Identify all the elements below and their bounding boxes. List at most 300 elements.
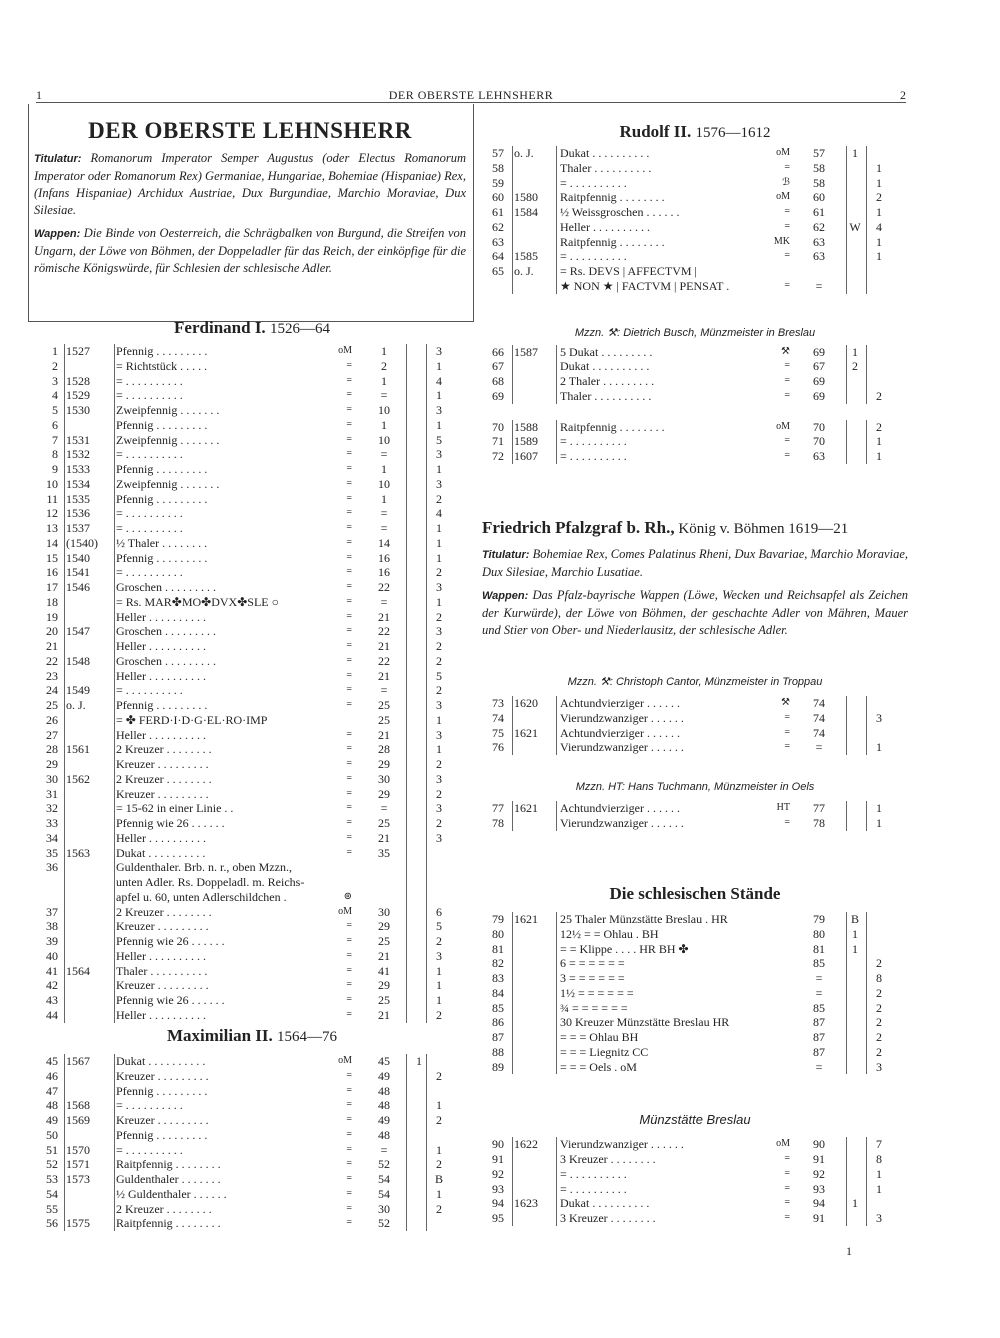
cell-catalog: 90 [813,1137,825,1152]
cell-denomination: ★ NON ★ | FACTVM | PENSAT . [560,278,730,293]
cell-catalog: = [815,278,823,293]
cell-denomination: = . . . . . . . . . . [560,1181,627,1196]
cell-col-b: 1 [436,1098,442,1113]
cell-year: o. J. [514,146,534,160]
cell-mark: = [784,816,790,828]
cell-year: 1533 [66,462,90,476]
cell-number: 94 [492,1196,504,1211]
cell-col-b: 3 [436,948,442,963]
cell-catalog: 57 [813,146,825,160]
cell-col-b: 2 [436,491,442,506]
cell-col-b: 2 [876,1044,882,1059]
cell-mark: = [346,1187,352,1199]
table-row [482,345,908,360]
cell-number: 27 [46,727,58,742]
cell-mark: = [346,684,352,696]
cell-number: 69 [492,388,504,403]
cell-denomination: 3 Kreuzer . . . . . . . . [560,1152,656,1166]
cell-catalog: 54 [378,1172,390,1186]
column-rule [406,344,407,1023]
cell-number: 15 [46,550,58,565]
cell-catalog: 62 [813,219,825,234]
cell-col-b: 4 [436,373,442,388]
cell-catalog: 30 [378,1201,390,1216]
cell-catalog: 48 [378,1083,390,1098]
cell-catalog: 63 [813,249,825,264]
table-row [36,624,468,639]
table-row [482,801,908,816]
cell-denomination: Pfennig . . . . . . . . . [116,417,208,432]
cell-mark: = [346,669,352,681]
table-row [482,249,908,264]
cell-year: 1620 [514,696,538,710]
cell-denomination: Zweipfennig . . . . . . . [116,432,220,447]
cell-col-a: W [849,219,861,234]
rudolf-heading [482,122,908,142]
intro-block [34,118,466,277]
cell-denomination: = . . . . . . . . . . [116,388,183,403]
cell-col-b: 3 [436,771,442,786]
cell-catalog: 14 [378,535,390,550]
cell-col-a: 1 [852,1196,858,1211]
cell-mark: = [346,728,352,740]
table-row [482,176,908,191]
maximilian-section [36,1026,468,1231]
cell-number: 47 [46,1083,58,1098]
table-row [36,1216,468,1231]
cell-catalog: 10 [378,432,390,447]
cell-catalog: = [815,740,823,755]
cell-catalog: 77 [813,801,825,815]
cell-number: 51 [46,1142,58,1157]
friedrich-wappen-label: Wappen: [482,590,529,602]
cell-number: 4 [52,388,58,403]
column-rule [64,1054,65,1231]
table-row [482,816,908,831]
cell-number: 11 [46,491,58,506]
cell-mark: = [346,964,352,976]
table-row [482,740,908,755]
friedrich-wappen-text: Das Pfalz-bayrische Wappen (Löwe, Wecken und Reichsapfel als Zeichen der Kurwürde), der Löwe von Böhmen, der geschachte Adler von Mähren, Mauer und Stier von Ober- und Niederlausitz, der schlesische Adler. [482,588,908,637]
cell-catalog: 21 [378,668,390,683]
cell-mark: = [784,450,790,461]
column-rule [556,696,557,755]
cell-denomination: Thaler . . . . . . . . . . [560,160,652,175]
cell-catalog: 10 [378,476,390,491]
header-right-page: 2 [900,88,906,102]
cell-catalog: 74 [813,696,825,710]
cell-denomination: = . . . . . . . . . . [116,1142,183,1157]
cell-denomination: 25 Thaler Münzstätte Breslau . HR [560,912,728,926]
column-rule [846,801,847,831]
cell-col-b: 5 [436,919,442,934]
table-row [482,220,908,235]
table-row [36,683,468,698]
cell-year: 1527 [66,344,90,358]
cell-col-b: 2 [436,565,442,580]
cell-year: o. J. [514,264,534,278]
column-rule [512,146,513,294]
table-row [36,388,468,403]
table-row [36,787,468,802]
table-row [36,344,468,359]
cell-denomination: = . . . . . . . . . . [116,506,183,521]
table-row [482,190,908,205]
table-row [36,728,468,743]
wappen-text: Die Binde von Oesterreich, die Schrägbalken von Burgund, die Streifen von Ungarn, der Löwe von Böhmen, der Doppeladler für das Reich, der einköpfige für die römische Königswürde, für Schlesien der schlesische Adler. [34,226,466,275]
cell-catalog: 52 [378,1216,390,1231]
cell-mark: = [784,741,790,753]
cell-mark: = [346,1069,352,1081]
table-row [36,1069,468,1084]
cell-number: 70 [492,419,504,434]
cell-col-b: 1 [876,815,882,830]
cell-col-b: 2 [436,609,442,624]
cell-col-b: 1 [876,160,882,175]
cell-year: 1540 [66,550,90,565]
table-row [36,492,468,507]
cell-denomination: = . . . . . . . . . . [560,249,627,264]
cell-col-a: 1 [852,926,858,941]
friedrich-heading [482,518,908,538]
column-rule [556,420,557,464]
cell-denomination: Pfennig . . . . . . . . . [116,491,208,506]
cell-col-b: 3 [436,801,442,816]
table-row [482,912,908,927]
column-rule [114,344,115,1023]
cell-catalog: 85 [813,956,825,971]
cell-denomination: Dukat . . . . . . . . . . [560,1196,650,1211]
cell-catalog: = [815,971,823,985]
header-title: DER OBERSTE LEHNSHERR [388,88,554,102]
cell-number: 7 [52,432,58,447]
cell-denomination: Heller . . . . . . . . . . [560,219,650,234]
table-row [36,669,468,684]
cell-catalog: 85 [813,1000,825,1015]
cell-denomination: = . . . . . . . . . . [116,447,183,462]
friedrich-table-1 [482,696,908,755]
cell-col-b: 1 [436,742,442,757]
column-rule [64,344,65,1023]
table-row [482,420,908,435]
table-row [36,536,468,551]
cell-mark: = [784,389,790,401]
cell-mark: = [784,1212,790,1223]
cell-col-b: 2 [436,1068,442,1083]
table-row [482,1060,908,1075]
cell-number: 31 [46,786,58,801]
staende-subheading: Münzstätte Breslau [639,1112,751,1128]
cell-mark: = [346,831,352,843]
cell-denomination: Vierundzwanziger . . . . . . [560,815,684,830]
cell-year: 1621 [514,725,538,740]
cell-number: 61 [492,205,504,219]
cell-mark: ⚒ [781,345,790,357]
cell-catalog: 25 [378,934,390,948]
cell-mark: = [346,1143,352,1155]
cell-year: 1607 [514,449,538,463]
table-row [36,816,468,831]
cell-mark: = [346,404,352,415]
cell-year: 1537 [66,521,90,535]
cell-col-b: 1 [436,1186,442,1201]
cell-col-b: 3 [436,727,442,742]
cell-denomination: ½ Thaler . . . . . . . . [116,535,208,550]
cell-denomination: apfel u. 60, unten Adlerschildchen . [116,889,287,904]
cell-col-a: 1 [852,146,858,160]
cell-number: 59 [492,175,504,190]
cell-catalog: 70 [813,419,825,434]
cell-number: 42 [46,978,58,993]
cell-denomination: = . . . . . . . . . . [560,1166,627,1181]
cell-year: 1561 [66,742,90,757]
cell-catalog: 30 [378,904,390,919]
cell-denomination: Achtundvierziger . . . . . . [560,801,680,815]
cell-catalog: 16 [378,550,390,565]
cell-col-b: 2 [876,1030,882,1044]
cell-mark: = [784,726,790,738]
cell-mark: = [346,625,352,637]
cell-denomination: 2 Kreuzer . . . . . . . . [116,1201,212,1216]
friedrich-name: Friedrich Pfalzgraf b. Rh., [482,518,675,537]
cell-year: (1540) [66,535,98,550]
cell-mark: = [346,359,352,371]
cell-catalog: 69 [813,344,825,359]
cell-number: 80 [492,926,504,941]
cell-mark: = [346,802,352,814]
cell-denomination: Kreuzer . . . . . . . . . [116,1113,209,1127]
cell-catalog: 22 [378,624,390,639]
cell-mark: = [784,375,790,386]
cell-denomination: = Rs. DEVS | AFFECTVM | [560,264,697,278]
cell-col-b: 4 [436,506,442,521]
cell-number: 49 [46,1113,58,1127]
friedrich-title-rest: König v. Böhmen 1619—21 [674,521,849,537]
table-row [36,890,468,905]
cell-denomination: Heller . . . . . . . . . . [116,948,206,963]
cell-number: 2 [52,358,58,373]
cell-number: 64 [492,249,504,264]
cell-year: 1546 [66,580,90,594]
table-row [36,447,468,462]
cell-number: 41 [46,963,58,978]
cell-catalog: 1 [381,373,387,388]
cell-number: 78 [492,815,504,830]
cell-year: 1570 [66,1142,90,1157]
table-row [36,580,468,595]
maximilian-name: Maximilian II. [166,1026,273,1045]
maximilian-heading [36,1026,468,1046]
cell-col-b: 1 [876,205,882,219]
cell-mark: = [346,920,352,932]
table-row [36,964,468,979]
table-row [36,949,468,964]
cell-denomination: Guldenthaler . . . . . . . [116,1172,221,1186]
table-row [36,462,468,477]
table-row [36,1157,468,1172]
cell-number: 93 [492,1181,504,1196]
cell-mark: oM [338,345,352,356]
cell-denomination: 2 Kreuzer . . . . . . . . [116,771,212,786]
table-row [482,1196,908,1211]
rudolf-name: Rudolf II. [619,122,692,141]
cell-col-b: 5 [436,668,442,683]
cell-number: 62 [492,219,504,234]
cell-denomination: 3 Kreuzer . . . . . . . . [560,1211,656,1225]
cell-col-b: 1 [436,993,442,1007]
cell-year: 1567 [66,1054,90,1068]
column-rule [866,345,867,404]
column-rule [426,1054,427,1231]
cell-number: 86 [492,1015,504,1030]
table-row [482,1182,908,1197]
cell-mark: HT [776,802,790,813]
cell-mark: oM [338,1055,352,1066]
cell-number: 34 [46,830,58,845]
cell-mark: = [346,979,352,991]
cell-mark: = [346,1173,352,1184]
cell-mark: = [784,220,790,232]
cell-denomination: = . . . . . . . . . . [116,1098,183,1113]
cell-denomination: Achtundvierziger . . . . . . [560,725,680,740]
cell-mark: oM [776,420,790,432]
cell-mark: ℬ [782,176,790,188]
cell-col-b: 3 [436,476,442,491]
cell-mark: = [346,1099,352,1111]
cell-catalog: 48 [378,1127,390,1142]
cell-number: 9 [52,462,58,476]
table-row [36,565,468,580]
cell-number: 54 [46,1186,58,1201]
cell-denomination: Groschen . . . . . . . . . [116,653,216,668]
cell-catalog: 16 [378,565,390,580]
cell-number: 5 [52,403,58,417]
table-row [482,1045,908,1060]
cell-catalog: 45 [378,1054,390,1068]
cell-mark: = [346,758,352,769]
cell-catalog: 2 [381,358,387,373]
ferdinand-dates: 1526—64 [269,321,330,337]
cell-denomination: = 15-62 in einer Linie . . [116,801,234,816]
cell-mark: ⊚ [343,890,352,902]
cell-catalog: 21 [378,830,390,845]
cell-mark: = [346,1128,352,1140]
cell-year: 1547 [66,624,90,639]
table-row [482,374,908,389]
table-row [36,742,468,757]
cell-denomination: Kreuzer . . . . . . . . . [116,919,209,934]
table-row [482,696,908,711]
cell-year: 1548 [66,653,90,668]
table-row [482,1030,908,1045]
cell-year: 1532 [66,447,90,462]
cell-col-b: 1 [876,249,882,264]
cell-number: 76 [492,740,504,755]
cell-catalog: 25 [378,993,390,1007]
cell-number: 58 [492,160,504,175]
cell-mark: = [346,507,352,519]
cell-mark: = [784,711,790,723]
cell-denomination: Heller . . . . . . . . . . [116,609,206,624]
cell-col-b: 1 [876,434,882,449]
cell-catalog: 22 [378,653,390,668]
cell-catalog: 70 [813,434,825,449]
cell-mark: oM [338,905,352,917]
cell-number: 37 [46,904,58,919]
column-rule [114,1054,115,1231]
cell-denomination: Pfennig . . . . . . . . . [116,698,208,712]
cell-number: 84 [492,985,504,1000]
titulatur-label: Titulatur: [34,153,82,165]
cell-catalog: 74 [813,710,825,725]
staende-section [482,884,908,1226]
cell-number: 8 [52,447,58,462]
cell-mark: = [784,250,790,262]
cell-denomination: = . . . . . . . . . . [116,565,183,580]
cell-mark: oM [776,147,790,158]
column-rule [846,696,847,755]
cell-catalog: 69 [813,388,825,403]
cell-denomination: Vierundzwanziger . . . . . . [560,740,684,755]
cell-denomination: 12½ = = Ohlau . BH [560,926,659,941]
staende-name: Die schlesischen Stände [609,884,781,903]
cell-denomination: = ✤ FERD·I·D·G·EL·RO·IMP [116,712,268,727]
cell-denomination: ½ Weissgroschen . . . . . . [560,205,680,219]
cell-catalog: 25 [378,816,390,830]
staende-heading [482,884,908,904]
cell-mark: = [346,581,352,592]
cell-year: 1584 [514,205,538,219]
cell-year: 1569 [66,1113,90,1127]
cell-denomination: Pfennig wie 26 . . . . . . [116,993,225,1007]
cell-col-b: 2 [436,757,442,771]
column-rule [556,801,557,831]
table-row [482,927,908,942]
table-row [36,595,468,610]
table-row [36,1098,468,1113]
table-row [482,161,908,176]
column-rule [846,420,847,464]
cell-number: 92 [492,1166,504,1181]
cell-denomination: = Richtstück . . . . . [116,358,208,373]
cell-mark: = [346,374,352,386]
cell-denomination: Heller . . . . . . . . . . [116,830,206,845]
cell-denomination: 30 Kreuzer Münzstätte Breslau HR [560,1015,730,1030]
cell-mark: = [346,610,352,622]
cell-catalog: 22 [378,580,390,594]
cell-number: 73 [492,696,504,710]
cell-number: 14 [46,535,58,550]
cell-catalog: 1 [381,417,387,432]
cell-col-b: 1 [436,1142,442,1157]
cell-col-b: 2 [436,934,442,948]
cell-col-b: 2 [436,1157,442,1172]
table-row [36,610,468,625]
cell-number: 91 [492,1152,504,1166]
cell-denomination: Pfennig . . . . . . . . . [116,550,208,565]
cell-year: 1535 [66,491,90,506]
cell-number: 39 [46,934,58,948]
table-row [482,942,908,957]
cell-col-b: 1 [436,963,442,978]
cell-denomination: Zweipfennig . . . . . . . [116,476,220,491]
cell-col-b: 1 [436,978,442,993]
cell-col-b: 1 [436,535,442,550]
cell-number: 12 [46,506,58,521]
table-row [482,1167,908,1182]
cell-number: 13 [46,521,58,535]
cell-mark: = [346,1114,352,1125]
